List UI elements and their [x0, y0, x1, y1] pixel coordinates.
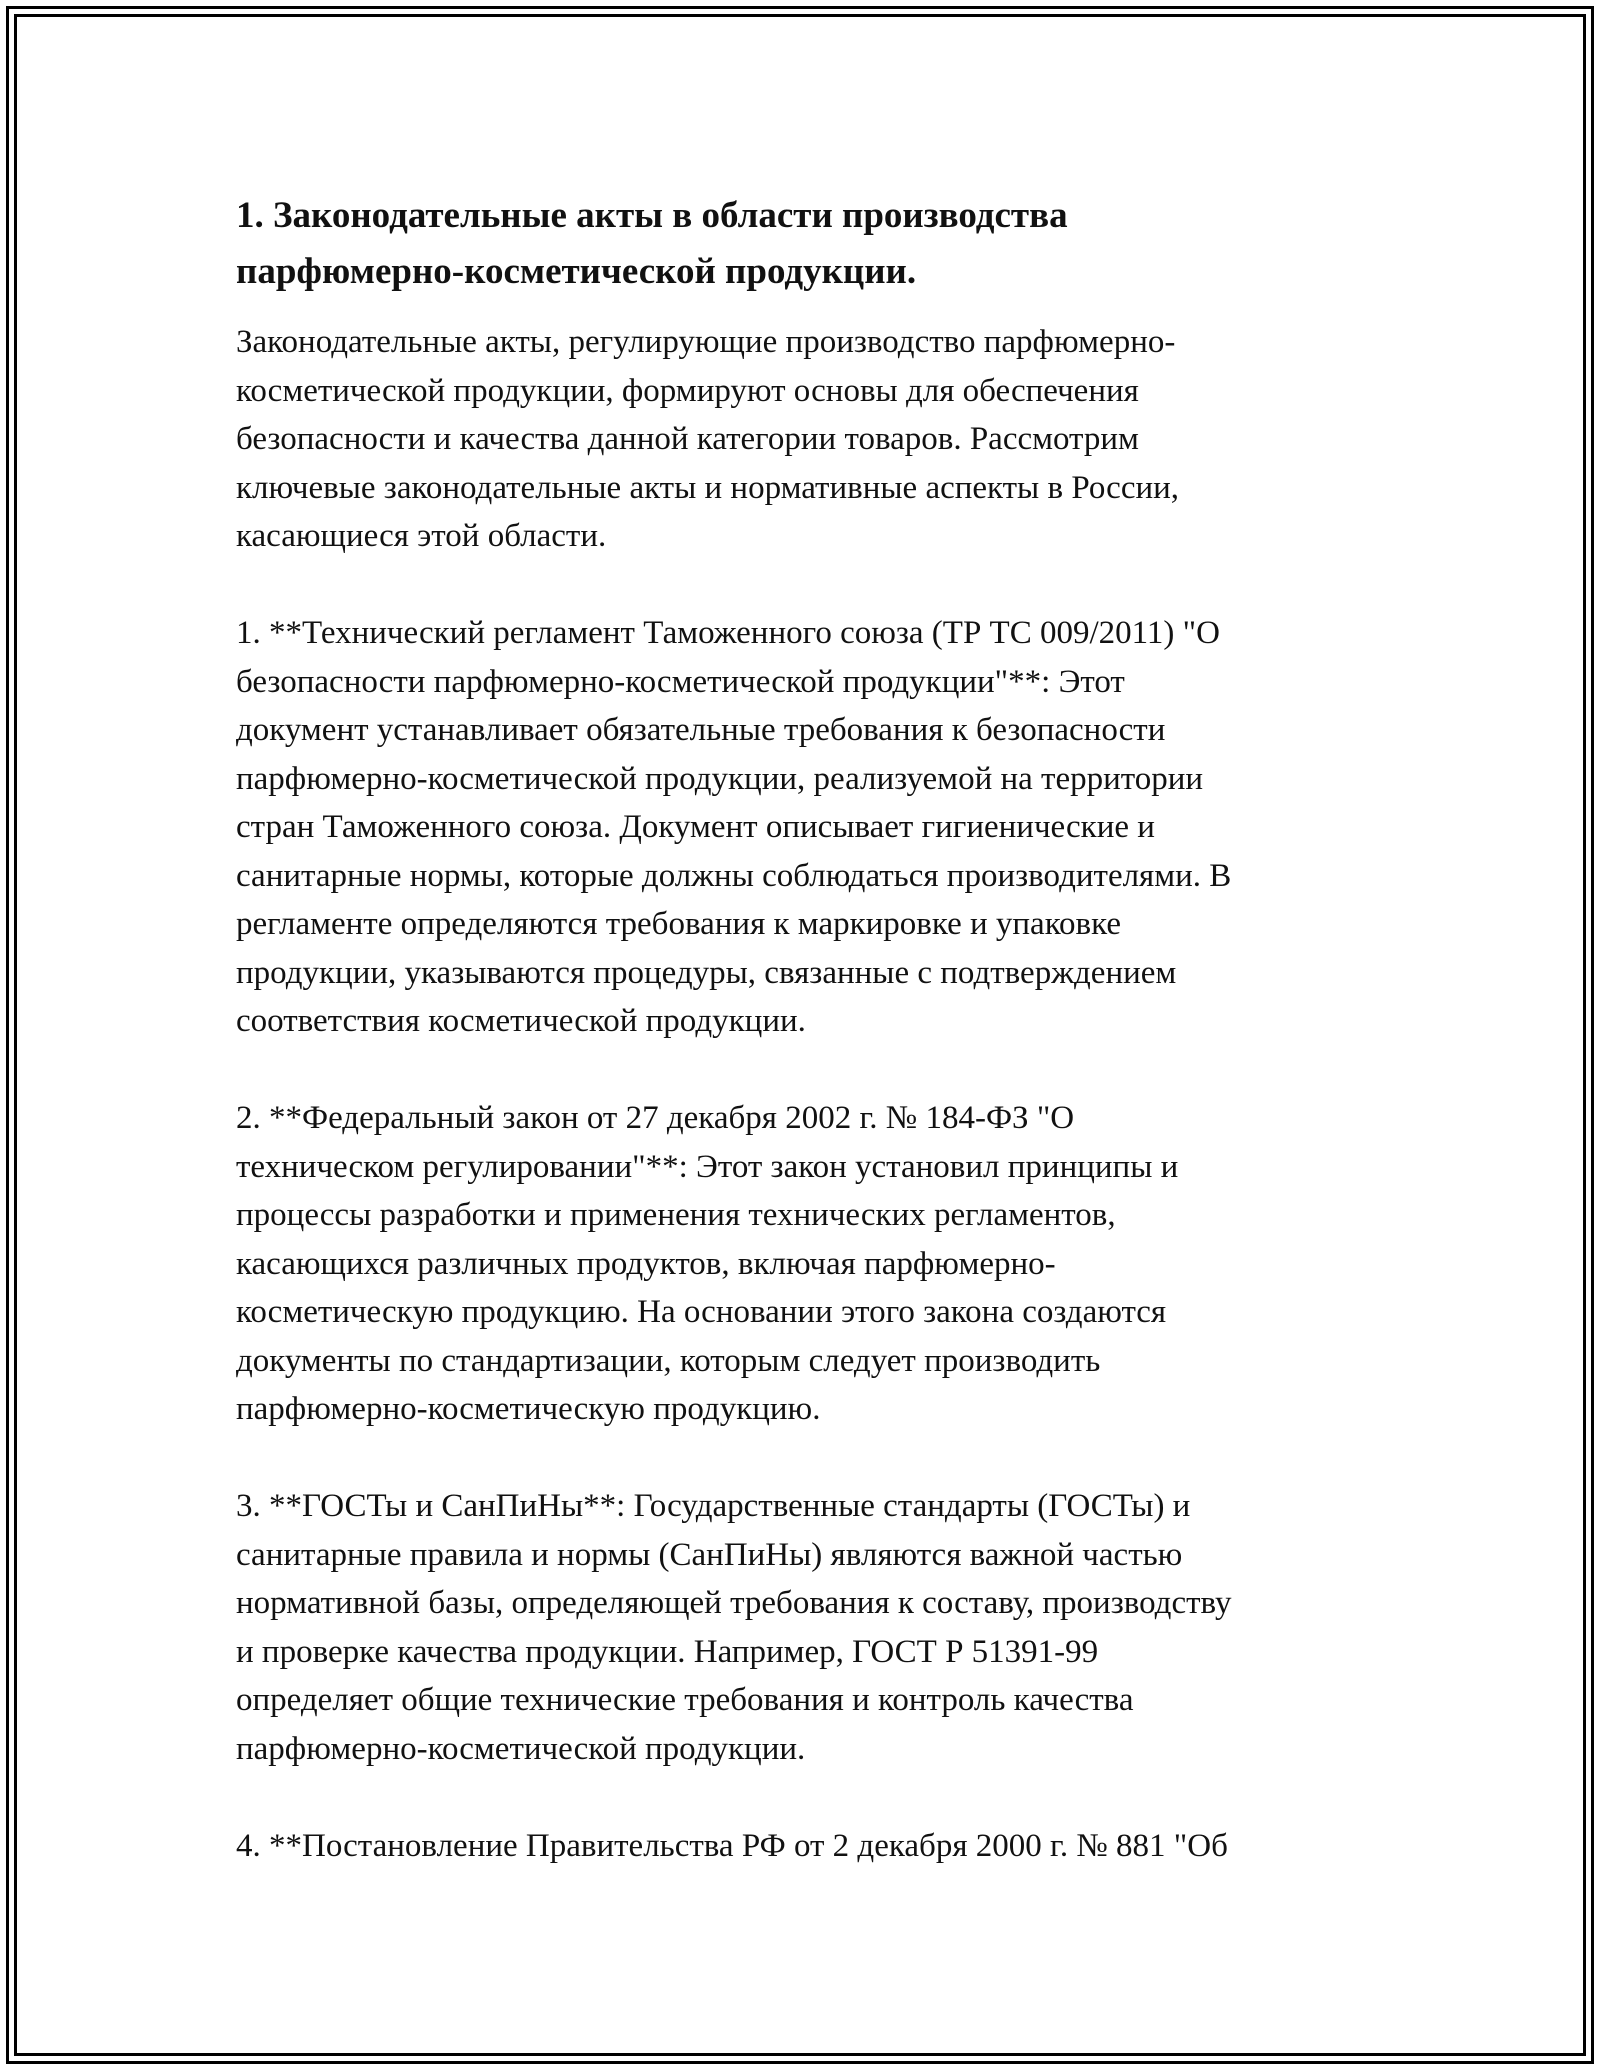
section-heading — [236, 188, 1356, 300]
paragraph-line: стран Таможенного союза. Документ описывает гигиенические и — [236, 809, 1155, 845]
paragraph-line: парфюмерно-косметическую продукцию. — [236, 1391, 821, 1427]
paragraph-line: процессы разработки и применения технических регламентов, — [236, 1197, 1116, 1233]
paragraph-line: касающихся различных продуктов, включая парфюмерно- — [236, 1245, 1056, 1282]
paragraph-line: продукции, указываются процедуры, связанные с подтверждением — [236, 954, 1177, 991]
paragraph-line: санитарные нормы, которые должны соблюдаться производителями. В — [236, 857, 1232, 894]
paragraph-line: соответствия косметической продукции. — [236, 1003, 806, 1039]
heading-line: парфюмерно-косметической продукции. — [236, 251, 917, 292]
paragraph-line: косметическую продукцию. На основании этого закона создаются — [236, 1294, 1167, 1330]
paragraph-line: и проверке качества продукции. Например, ГОСТ Р 51391-99 — [236, 1633, 1099, 1670]
paragraph-line: Законодательные акты, регулирующие производство парфюмерно- — [236, 324, 1176, 360]
paragraph-line: санитарные правила и нормы (СанПиНы) являются важной частью — [236, 1536, 1183, 1573]
heading-line: 1. Законодательные акты в области производства — [236, 195, 1068, 236]
list-item-3 — [236, 1482, 1356, 1773]
paragraph-line: техническом регулировании"**: Этот закон установил принципы и — [236, 1148, 1179, 1185]
paragraph-line: определяет общие технические требования и контроль качества — [236, 1682, 1134, 1718]
paragraph-line: парфюмерно-косметической продукции. — [236, 1730, 806, 1767]
paragraph-line: 4. **Постановление Правительства РФ от 2 декабря 2000 г. № 881 "Об — [236, 1827, 1228, 1864]
paragraph-line: безопасности и качества данной категории товаров. Рассмотрим — [236, 421, 1139, 457]
intro-paragraph — [236, 318, 1356, 561]
document-page — [236, 188, 1356, 1870]
paragraph-line: 2. **Федеральный закон от 27 декабря 2002 г. № 184-ФЗ "О — [236, 1100, 1075, 1136]
paragraph-line: безопасности парфюмерно-косметической продукции"**: Этот — [236, 663, 1125, 700]
paragraph-line: документы по стандартизации, которым следует производить — [236, 1342, 1101, 1379]
paragraph-line: документ устанавливает обязательные требования к безопасности — [236, 712, 1166, 748]
paragraph-line: 1. **Технический регламент Таможенного союза (ТР ТС 009/2011) "О — [236, 615, 1220, 651]
paragraph-line: парфюмерно-косметической продукции, реализуемой на территории — [236, 760, 1204, 797]
paragraph-line: регламенте определяются требования к маркировке и упаковке — [236, 906, 1121, 942]
paragraph-line: ключевые законодательные акты и нормативные аспекты в России, — [236, 469, 1180, 506]
list-item-1 — [236, 609, 1356, 1046]
paragraph-line: нормативной базы, определяющей требования к составу, производству — [236, 1585, 1232, 1621]
paragraph-line: 3. **ГОСТы и СанПиНы**: Государственные стандарты (ГОСТы) и — [236, 1488, 1191, 1524]
list-item-4 — [236, 1822, 1356, 1871]
paragraph-line: косметической продукции, формируют основы для обеспечения — [236, 372, 1139, 409]
paragraph-line: касающиеся этой области. — [236, 518, 607, 554]
list-item-2 — [236, 1094, 1356, 1434]
